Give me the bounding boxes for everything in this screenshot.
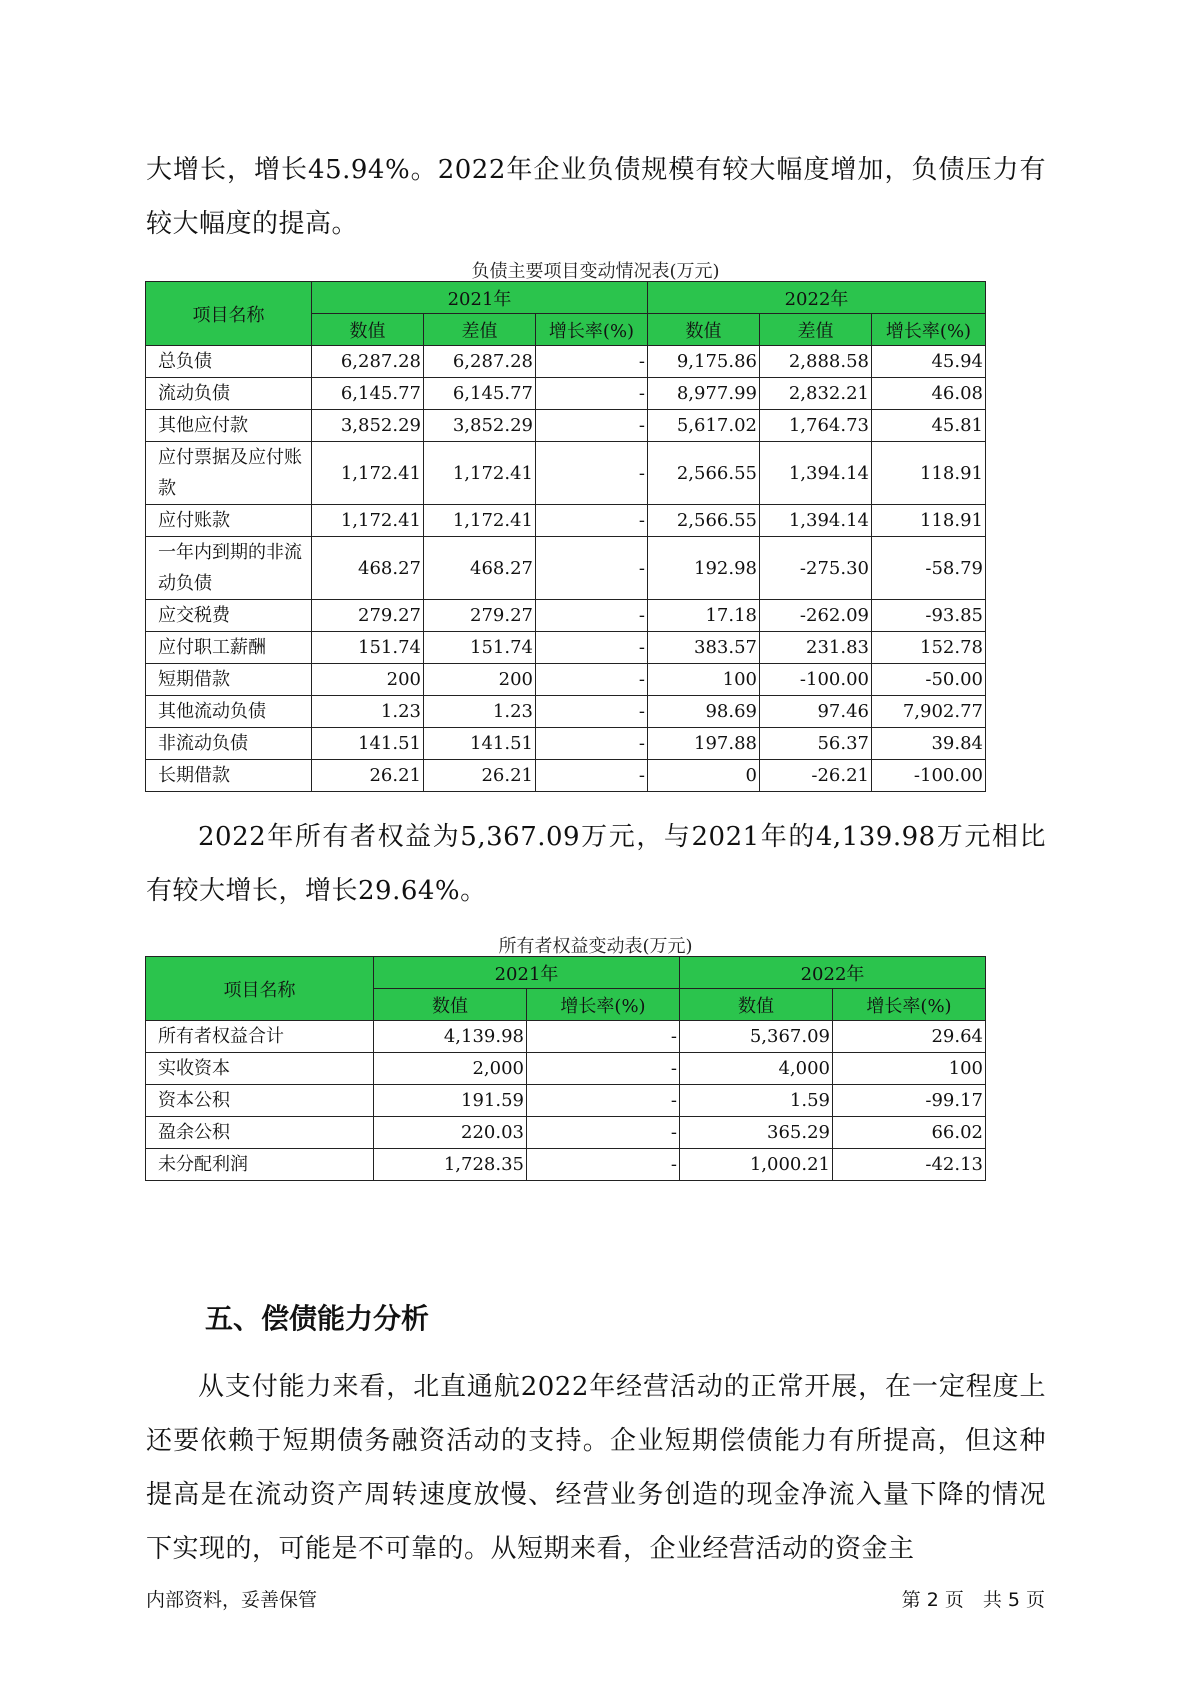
liability-cell-v2021: 6,145.77 <box>312 378 424 410</box>
liability-cell-d2022: 2,888.58 <box>760 346 872 378</box>
liability-cell-v2022: 5,617.02 <box>648 410 760 442</box>
equity-row-name: 盈余公积 <box>146 1117 374 1149</box>
liability-table-row <box>146 537 986 600</box>
liability-cell-d2022: -100.00 <box>760 664 872 696</box>
equity-table-row <box>146 1021 986 1053</box>
liability-cell-g2022: 45.94 <box>872 346 986 378</box>
liability-cell-g2022: 118.91 <box>872 505 986 537</box>
liability-cell-v2021: 3,852.29 <box>312 410 424 442</box>
liability-cell-d2021: 6,145.77 <box>424 378 536 410</box>
liability-cell-g2022: -50.00 <box>872 664 986 696</box>
liability-table-row <box>146 442 986 505</box>
liability-row-name: 流动负债 <box>146 378 312 410</box>
liability-cell-d2022: 97.46 <box>760 696 872 728</box>
liability-cell-v2021: 1,172.41 <box>312 505 424 537</box>
liability-row-name: 应付职工薪酬 <box>146 632 312 664</box>
liability-cell-v2022: 197.88 <box>648 728 760 760</box>
liability-cell-v2021: 6,287.28 <box>312 346 424 378</box>
liability-cell-v2022: 383.57 <box>648 632 760 664</box>
liability-cell-g2021: - <box>536 346 648 378</box>
liability-table-row <box>146 346 986 378</box>
liability-table-row <box>146 760 986 792</box>
liability-cell-g2022: -100.00 <box>872 760 986 792</box>
liability-subheader-value-2021: 数值 <box>312 314 424 346</box>
liability-table-row <box>146 664 986 696</box>
liability-cell-v2021: 151.74 <box>312 632 424 664</box>
equity-cell-g2022: 29.64 <box>833 1021 986 1053</box>
liability-cell-d2022: -275.30 <box>760 537 872 600</box>
liability-subheader-diff-2021: 差值 <box>424 314 536 346</box>
liability-cell-g2022: 45.81 <box>872 410 986 442</box>
equity-subheader-value-2022: 数值 <box>680 989 833 1021</box>
section-heading: 五、偿债能力分析 <box>205 1302 430 1335</box>
equity-name-header: 项目名称 <box>146 957 374 1021</box>
liability-cell-v2022: 192.98 <box>648 537 760 600</box>
liability-row-name: 一年内到期的非流动负债 <box>146 537 312 600</box>
liability-cell-v2022: 100 <box>648 664 760 696</box>
equity-cell-g2021: - <box>527 1117 680 1149</box>
liability-subheader-growth-2021: 增长率(%) <box>536 314 648 346</box>
liability-cell-d2022: 1,764.73 <box>760 410 872 442</box>
equity-cell-g2022: -42.13 <box>833 1149 986 1181</box>
equity-cell-v2022: 1,000.21 <box>680 1149 833 1181</box>
liability-cell-g2021: - <box>536 600 648 632</box>
equity-subheader-growth-2021: 增长率(%) <box>527 989 680 1021</box>
liability-cell-v2022: 0 <box>648 760 760 792</box>
liability-year-header-2022: 2022年 <box>648 282 986 314</box>
liability-cell-g2021: - <box>536 728 648 760</box>
equity-cell-v2021: 2,000 <box>374 1053 527 1085</box>
liability-cell-v2022: 8,977.99 <box>648 378 760 410</box>
liability-cell-v2021: 26.21 <box>312 760 424 792</box>
liability-table-row <box>146 410 986 442</box>
equity-cell-g2022: -99.17 <box>833 1085 986 1117</box>
equity-table-row <box>146 1085 986 1117</box>
equity-row-name: 未分配利润 <box>146 1149 374 1181</box>
equity-cell-v2021: 1,728.35 <box>374 1149 527 1181</box>
equity-subheader-growth-2022: 增长率(%) <box>833 989 986 1021</box>
liability-table-row <box>146 696 986 728</box>
footer-confidential-note: 内部资料，妥善保管 <box>146 1589 318 1611</box>
liability-cell-g2021: - <box>536 505 648 537</box>
liability-cell-g2022: 118.91 <box>872 442 986 505</box>
liability-cell-v2022: 98.69 <box>648 696 760 728</box>
equity-cell-g2021: - <box>527 1085 680 1117</box>
liability-cell-v2021: 279.27 <box>312 600 424 632</box>
liability-cell-d2021: 141.51 <box>424 728 536 760</box>
liability-cell-g2022: 46.08 <box>872 378 986 410</box>
liability-cell-v2022: 2,566.55 <box>648 442 760 505</box>
liability-cell-v2021: 1,172.41 <box>312 442 424 505</box>
liability-cell-v2022: 9,175.86 <box>648 346 760 378</box>
liability-year-header-2021: 2021年 <box>312 282 648 314</box>
intro-paragraph: 大增长，增长45.94%。2022年企业负债规模有较大幅度增加，负债压力有较大幅度的提高。 <box>146 155 1046 239</box>
equity-row-name: 实收资本 <box>146 1053 374 1085</box>
liability-row-name: 长期借款 <box>146 760 312 792</box>
liability-row-name: 短期借款 <box>146 664 312 696</box>
liability-row-name: 应交税费 <box>146 600 312 632</box>
liability-cell-d2021: 1.23 <box>424 696 536 728</box>
liability-cell-v2022: 17.18 <box>648 600 760 632</box>
liability-cell-g2022: 7,902.77 <box>872 696 986 728</box>
liability-cell-v2021: 468.27 <box>312 537 424 600</box>
liability-row-name: 其他流动负债 <box>146 696 312 728</box>
equity-row-name: 资本公积 <box>146 1085 374 1117</box>
liability-cell-d2021: 6,287.28 <box>424 346 536 378</box>
equity-cell-v2021: 191.59 <box>374 1085 527 1117</box>
liability-cell-g2021: - <box>536 410 648 442</box>
equity-cell-v2021: 4,139.98 <box>374 1021 527 1053</box>
liability-cell-d2022: 1,394.14 <box>760 442 872 505</box>
equity-cell-g2021: - <box>527 1149 680 1181</box>
liability-cell-g2021: - <box>536 760 648 792</box>
liability-row-name: 其他应付款 <box>146 410 312 442</box>
liability-cell-v2022: 2,566.55 <box>648 505 760 537</box>
equity-cell-g2021: - <box>527 1021 680 1053</box>
equity-table-caption: 所有者权益变动表(万元) <box>498 936 693 957</box>
equity-cell-v2022: 1.59 <box>680 1085 833 1117</box>
liability-cell-v2021: 1.23 <box>312 696 424 728</box>
liability-cell-g2021: - <box>536 632 648 664</box>
liability-cell-d2022: 56.37 <box>760 728 872 760</box>
equity-subheader-value-2021: 数值 <box>374 989 527 1021</box>
liability-row-name: 应付账款 <box>146 505 312 537</box>
equity-row-name: 所有者权益合计 <box>146 1021 374 1053</box>
liability-cell-d2022: 231.83 <box>760 632 872 664</box>
liability-cell-d2021: 1,172.41 <box>424 442 536 505</box>
liability-row-name: 应付票据及应付账款 <box>146 442 312 505</box>
footer-page-number: 第 2 页 共 5 页 <box>901 1589 1045 1611</box>
equity-cell-v2021: 220.03 <box>374 1117 527 1149</box>
liability-cell-v2021: 141.51 <box>312 728 424 760</box>
equity-table-row <box>146 1053 986 1085</box>
liability-table-row <box>146 505 986 537</box>
liability-row-name: 非流动负债 <box>146 728 312 760</box>
liability-cell-v2021: 200 <box>312 664 424 696</box>
liability-cell-g2022: -58.79 <box>872 537 986 600</box>
equity-table-row <box>146 1149 986 1181</box>
liability-cell-d2022: 1,394.14 <box>760 505 872 537</box>
liability-cell-d2022: -26.21 <box>760 760 872 792</box>
equity-cell-g2021: - <box>527 1053 680 1085</box>
equity-cell-g2022: 66.02 <box>833 1117 986 1149</box>
liability-cell-d2022: -262.09 <box>760 600 872 632</box>
liability-table-row <box>146 600 986 632</box>
liability-cell-g2021: - <box>536 442 648 505</box>
liability-cell-g2021: - <box>536 378 648 410</box>
equity-cell-v2022: 4,000 <box>680 1053 833 1085</box>
liability-cell-g2022: 152.78 <box>872 632 986 664</box>
solvency-paragraph: 从支付能力来看，北直通航2022年经营活动的正常开展，在一定程度上还要依赖于短期债务融资活动的支持。企业短期偿债能力有所提高，但这种提高是在流动资产周转速度放慢、经营业务创造的现金净流入量下降的情况下实现的，可能是不可靠的。从短期来看，企业经营活动的资金主 <box>146 1372 1046 1564</box>
liability-table-row <box>146 728 986 760</box>
liability-cell-d2021: 1,172.41 <box>424 505 536 537</box>
liability-cell-g2022: -93.85 <box>872 600 986 632</box>
liability-cell-d2021: 200 <box>424 664 536 696</box>
liability-subheader-diff-2022: 差值 <box>760 314 872 346</box>
liability-cell-d2021: 3,852.29 <box>424 410 536 442</box>
liability-cell-d2021: 151.74 <box>424 632 536 664</box>
equity-cell-v2022: 365.29 <box>680 1117 833 1149</box>
liability-cell-d2021: 279.27 <box>424 600 536 632</box>
liability-table <box>145 281 986 792</box>
liability-cell-d2021: 26.21 <box>424 760 536 792</box>
liability-table-caption: 负债主要项目变动情况表(万元) <box>471 261 720 282</box>
liability-cell-g2021: - <box>536 696 648 728</box>
liability-cell-g2022: 39.84 <box>872 728 986 760</box>
equity-table-row <box>146 1117 986 1149</box>
liability-cell-d2021: 468.27 <box>424 537 536 600</box>
equity-paragraph: 2022年所有者权益为5,367.09万元，与2021年的4,139.98万元相比有较大增长，增长29.64%。 <box>146 822 1046 906</box>
equity-year-header-2021: 2021年 <box>374 957 680 989</box>
liability-row-name: 总负债 <box>146 346 312 378</box>
liability-cell-d2022: 2,832.21 <box>760 378 872 410</box>
liability-table-row <box>146 632 986 664</box>
equity-year-header-2022: 2022年 <box>680 957 986 989</box>
equity-cell-v2022: 5,367.09 <box>680 1021 833 1053</box>
liability-cell-g2021: - <box>536 537 648 600</box>
liability-table-row <box>146 378 986 410</box>
liability-subheader-growth-2022: 增长率(%) <box>872 314 986 346</box>
liability-name-header: 项目名称 <box>146 282 312 346</box>
liability-cell-g2021: - <box>536 664 648 696</box>
liability-subheader-value-2022: 数值 <box>648 314 760 346</box>
equity-cell-g2022: 100 <box>833 1053 986 1085</box>
equity-table <box>145 956 986 1181</box>
